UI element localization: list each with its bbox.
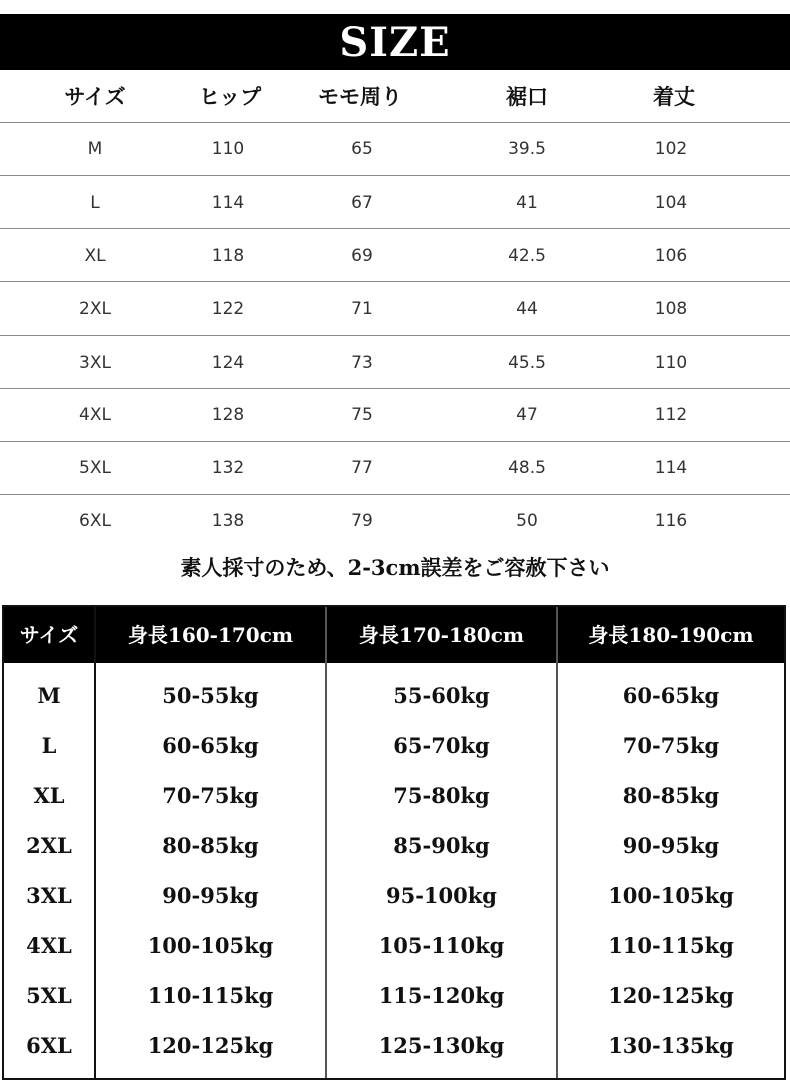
wt-header-height-1: 身長160-170cm	[127, 623, 294, 647]
hip-cell: 114	[211, 193, 245, 213]
hem-cell: 48.5	[508, 458, 546, 478]
wt-weight-cell: 60-65kg	[622, 683, 720, 708]
size-cell: L	[90, 193, 100, 213]
wt-weight-cell: 100-105kg	[147, 933, 274, 958]
table-row	[4, 671, 784, 721]
thigh-cell: 69	[351, 246, 373, 266]
thigh-cell: 71	[351, 299, 373, 319]
table-row	[4, 871, 784, 921]
wt-weight-cell: 50-55kg	[162, 683, 259, 708]
thigh-cell: 77	[351, 458, 373, 478]
size-cell: M	[87, 139, 103, 159]
size-cell: 4XL	[79, 405, 111, 425]
length-cell: 108	[654, 299, 688, 319]
length-cell: 102	[654, 139, 688, 159]
wt-weight-cell: 125-130kg	[378, 1033, 505, 1058]
wt-weight-cell: 55-60kg	[393, 683, 490, 708]
table-row	[4, 921, 784, 971]
hem-cell: 50	[516, 511, 538, 531]
wt-header-height-2: 身長170-180cm	[358, 623, 525, 647]
wt-weight-cell: 110-115kg	[608, 933, 734, 958]
table-row	[0, 441, 790, 495]
header-hip: ヒップ	[198, 85, 262, 109]
wt-weight-cell: 115-120kg	[378, 983, 505, 1008]
size-cell: 2XL	[79, 299, 111, 319]
table-row	[4, 721, 784, 771]
thigh-cell: 79	[351, 511, 373, 531]
wt-size-cell: 3XL	[26, 883, 72, 908]
size-cell: 5XL	[79, 458, 111, 478]
wt-size-cell: L	[41, 733, 57, 758]
wt-size-cell: 2XL	[26, 833, 72, 858]
hip-cell: 132	[211, 458, 245, 478]
wt-size-cell: 5XL	[26, 983, 72, 1008]
wt-weight-cell: 100-105kg	[608, 883, 734, 908]
wt-size-cell: 6XL	[26, 1033, 72, 1058]
wt-weight-cell: 110-115kg	[147, 983, 274, 1008]
wt-weight-cell: 120-125kg	[608, 983, 734, 1008]
wt-weight-cell: 95-100kg	[385, 883, 497, 908]
table-row	[0, 176, 790, 230]
table-row	[4, 821, 784, 871]
header-size: サイズ	[64, 85, 126, 109]
hip-cell: 138	[211, 511, 245, 531]
wt-header-size: サイズ	[19, 623, 79, 647]
wt-weight-cell: 80-85kg	[162, 833, 259, 858]
hip-cell: 118	[211, 246, 245, 266]
wt-weight-cell: 65-70kg	[393, 733, 490, 758]
wt-weight-cell: 120-125kg	[147, 1033, 274, 1058]
hip-cell: 110	[211, 139, 245, 159]
hem-cell: 39.5	[508, 139, 546, 159]
weight-table-header	[4, 607, 784, 663]
length-cell: 104	[654, 193, 688, 213]
thigh-cell: 65	[351, 139, 373, 159]
hip-cell: 122	[211, 299, 245, 319]
length-cell: 116	[654, 511, 688, 531]
measurement-note: 素人採寸のため、2-3cm誤差をご容赦下さい	[180, 555, 610, 580]
wt-size-cell: M	[37, 683, 61, 708]
wt-weight-cell: 90-95kg	[622, 833, 720, 858]
header-thigh: モモ周り	[318, 85, 402, 109]
hem-cell: 47	[516, 405, 538, 425]
size-table-header	[0, 72, 790, 122]
weight-table	[2, 605, 786, 1080]
page-title: SIZE	[339, 18, 451, 66]
table-row	[0, 388, 790, 442]
length-cell: 112	[654, 405, 688, 425]
wt-weight-cell: 60-65kg	[162, 733, 259, 758]
length-cell: 110	[654, 353, 688, 373]
wt-weight-cell: 90-95kg	[162, 883, 259, 908]
length-cell: 114	[654, 458, 688, 478]
wt-weight-cell: 130-135kg	[608, 1033, 734, 1058]
hem-cell: 42.5	[508, 246, 546, 266]
wt-header-height-3: 身長180-190cm	[588, 623, 754, 647]
table-row	[4, 1021, 784, 1071]
table-row	[0, 282, 790, 336]
size-cell: 6XL	[79, 511, 111, 531]
table-row	[0, 229, 790, 283]
wt-weight-cell: 105-110kg	[378, 933, 505, 958]
wt-size-cell: XL	[33, 783, 65, 808]
hem-cell: 44	[516, 299, 538, 319]
wt-weight-cell: 70-75kg	[162, 783, 259, 808]
hip-cell: 124	[211, 353, 245, 373]
wt-weight-cell: 85-90kg	[393, 833, 490, 858]
length-cell: 106	[654, 246, 688, 266]
wt-size-cell: 4XL	[26, 933, 72, 958]
header-hem: 裾口	[506, 85, 548, 109]
wt-weight-cell: 80-85kg	[622, 783, 720, 808]
thigh-cell: 75	[351, 405, 373, 425]
thigh-cell: 73	[351, 353, 373, 373]
table-row	[0, 336, 790, 390]
size-cell: XL	[84, 246, 106, 266]
wt-weight-cell: 70-75kg	[622, 733, 720, 758]
hem-cell: 45.5	[508, 353, 546, 373]
table-row	[0, 122, 790, 176]
table-row	[4, 771, 784, 821]
table-row	[4, 971, 784, 1021]
table-row	[0, 494, 790, 548]
size-cell: 3XL	[79, 353, 111, 373]
size-banner	[0, 14, 790, 70]
hem-cell: 41	[516, 193, 538, 213]
hip-cell: 128	[211, 405, 245, 425]
wt-weight-cell: 75-80kg	[393, 783, 490, 808]
header-length: 着丈	[653, 85, 695, 109]
thigh-cell: 67	[351, 193, 373, 213]
